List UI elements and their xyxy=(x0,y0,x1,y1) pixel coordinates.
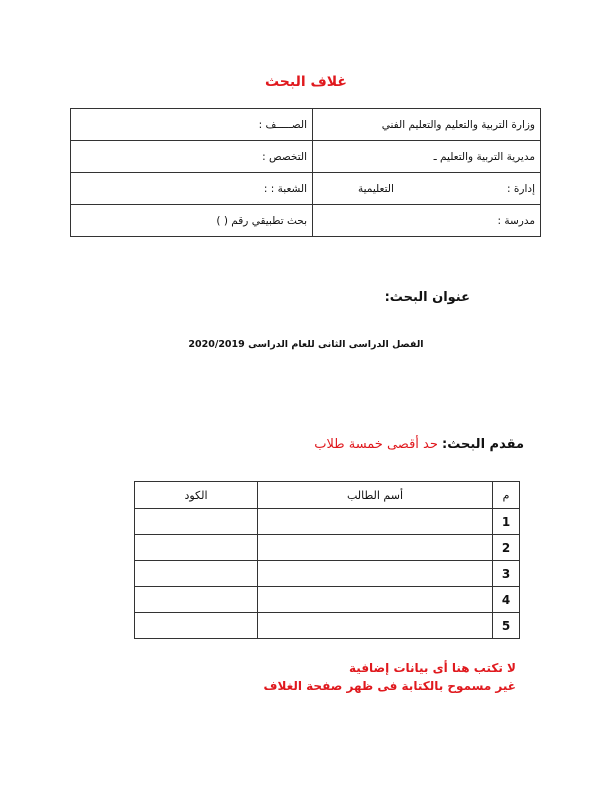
header-code: الكود xyxy=(135,482,258,509)
specialization-cell: التخصص : xyxy=(71,141,313,173)
table-row xyxy=(135,587,520,613)
page-title: غلاف البحث xyxy=(264,74,347,90)
table-row xyxy=(71,141,541,173)
students-table xyxy=(134,481,520,639)
student-name-cell[interactable] xyxy=(258,509,493,535)
student-code-cell[interactable] xyxy=(135,509,258,535)
directorate-cell: مديرية التربية والتعليم ـ xyxy=(313,141,541,173)
semester-text: الفصل الدراسى الثانى للعام الدراسى 2020/2019 xyxy=(188,339,424,350)
table-row xyxy=(135,535,520,561)
administration-label: إدارة : xyxy=(507,182,535,195)
row-number: 4 xyxy=(493,587,520,613)
row-number: 1 xyxy=(493,509,520,535)
table-row xyxy=(71,109,541,141)
student-code-cell[interactable] xyxy=(135,613,258,639)
presenter-label: مقدم البحث: xyxy=(442,437,524,452)
educational-label: التعليمية xyxy=(358,182,394,195)
student-code-cell[interactable] xyxy=(135,587,258,613)
header-student-name: أسم الطالب xyxy=(258,482,493,509)
student-name-cell[interactable] xyxy=(258,561,493,587)
presenter-line xyxy=(314,437,524,452)
table-row xyxy=(71,205,541,237)
warning-note-2: غير مسموح بالكتابة فى ظهر صفحة الغلاف xyxy=(263,679,516,693)
table-row xyxy=(135,561,520,587)
info-table xyxy=(70,108,541,237)
table-row xyxy=(135,613,520,639)
row-number: 2 xyxy=(493,535,520,561)
presenter-note: حد أقصى خمسة طلاب xyxy=(314,437,438,452)
student-name-cell[interactable] xyxy=(258,535,493,561)
row-number: 5 xyxy=(493,613,520,639)
student-code-cell[interactable] xyxy=(135,561,258,587)
research-number-cell: بحث تطبيقي رقم ( ) xyxy=(71,205,313,237)
research-title-label: عنوان البحث: xyxy=(384,290,470,305)
warning-note-1: لا تكتب هنا أى بيانات إضافية xyxy=(349,661,516,675)
student-name-cell[interactable] xyxy=(258,587,493,613)
row-number: 3 xyxy=(493,561,520,587)
table-row xyxy=(135,509,520,535)
division-cell: الشعبة : : xyxy=(71,173,313,205)
student-name-cell[interactable] xyxy=(258,613,493,639)
grade-cell: الصـــــف : xyxy=(71,109,313,141)
school-cell: مدرسة : xyxy=(313,205,541,237)
table-row xyxy=(71,173,541,205)
student-code-cell[interactable] xyxy=(135,535,258,561)
header-number: م xyxy=(493,482,520,509)
ministry-cell: وزارة التربية والتعليم والتعليم الفني xyxy=(313,109,541,141)
administration-cell xyxy=(313,173,541,205)
table-header-row xyxy=(135,482,520,509)
